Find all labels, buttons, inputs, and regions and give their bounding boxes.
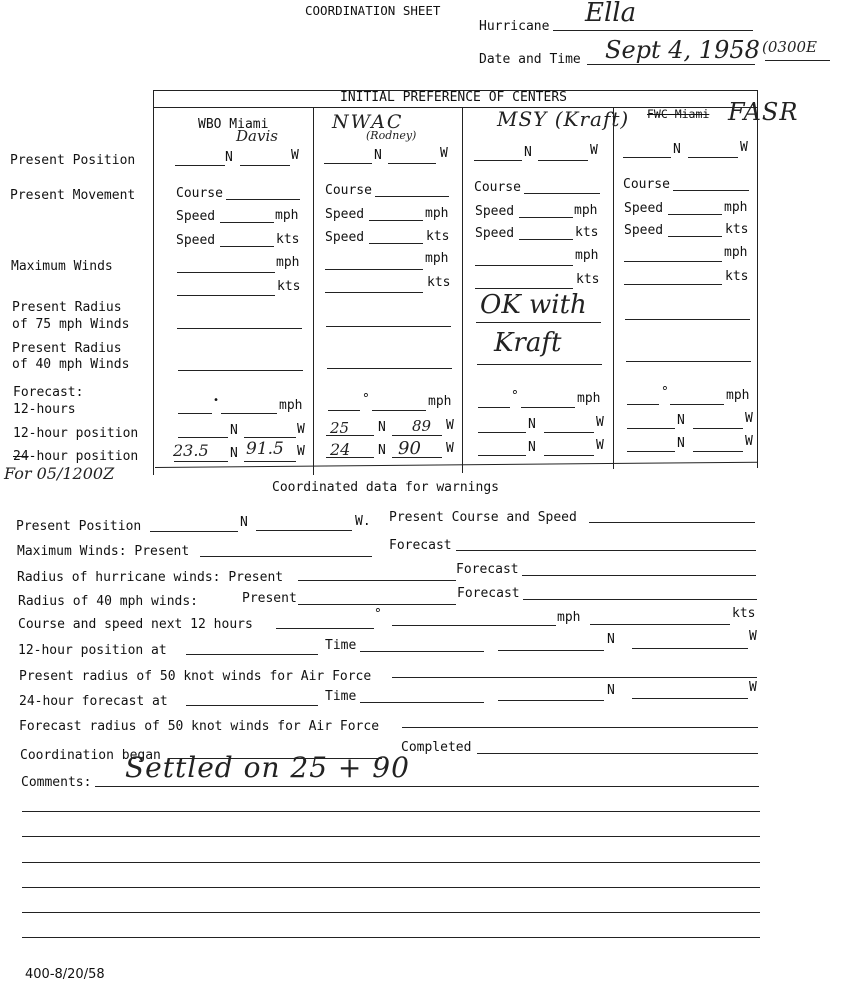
cd-rh-forecast: Forecast (456, 562, 519, 577)
cd-present-course-speed: Present Course and Speed (389, 510, 577, 525)
c2-p24-n: N (378, 443, 386, 458)
c4-p24-lon (693, 451, 743, 452)
row-pos24: 24-hour position (13, 449, 139, 464)
cd-rh-line (298, 580, 456, 581)
c2-p24-lon-line (392, 457, 442, 458)
c3-fc-a (478, 407, 510, 408)
cd-pp-n: N (240, 515, 248, 530)
c4-speed1: Speed (624, 201, 664, 216)
c1-r40-line (178, 370, 303, 371)
c2-speed2: Speed (325, 230, 365, 245)
c2-maxw-mph: mph (425, 251, 449, 266)
c3-mph1: mph (574, 203, 598, 218)
center-handwritten-rodney: (Rodney) (366, 129, 417, 142)
cd-p12-lat-line (498, 650, 604, 651)
c1-course-line (226, 199, 300, 200)
cd-r40-present: Present (242, 591, 297, 606)
c3-p12-lon (544, 432, 594, 433)
row-present-movement: Present Movement (10, 188, 136, 203)
table-title: INITIAL PREFERENCE OF CENTERS (340, 90, 567, 105)
cd-radius50-af: Present radius of 50 knot winds for Air Force (19, 669, 372, 684)
cd-comments: Comments: (21, 775, 92, 790)
c3-maxw-mph: mph (575, 248, 599, 263)
cd-forecast24-at: 24-hour forecast at (19, 694, 168, 709)
table-col-0 (153, 90, 154, 475)
c4-p24-lat (627, 451, 675, 452)
row-radius75-b: of 75 mph Winds (12, 317, 130, 332)
cd-mw-forecast: Forecast (389, 538, 452, 553)
c3-radius-note-2: Kraft (494, 328, 562, 358)
c2-maxw-kts: kts (427, 275, 451, 290)
c4-kts1: kts (725, 222, 749, 237)
c3-p24-lat (478, 455, 526, 456)
c1-p12-w: W (297, 422, 305, 437)
c3-speed2: Speed (475, 226, 515, 241)
c2-speed1: Speed (325, 207, 365, 222)
c2-p24-lat: 24 (330, 440, 351, 459)
c1-p24-n: N (230, 446, 238, 461)
cd-f24-at-line (186, 705, 318, 706)
c4-speed2: Speed (624, 223, 664, 238)
comment-line-6 (22, 912, 760, 913)
datetime-label: Date and Time (479, 52, 581, 67)
cd-f24-n: N (607, 683, 615, 698)
c1-p24-w: W (297, 444, 305, 459)
comment-line-5 (22, 887, 760, 888)
cd-mw-line (200, 556, 372, 557)
datetime-line (587, 64, 755, 65)
for-note: For 05/1200Z (4, 464, 115, 483)
c2-p12-w: W (446, 418, 454, 433)
c2-p12-n: N (378, 420, 386, 435)
c4-maxw-kts-line (624, 284, 722, 285)
row-forecast-b: 12-hours (13, 402, 76, 417)
c3-pos-w: W (590, 143, 598, 158)
cd-p12-at-line (186, 654, 318, 655)
c4-course: Course (623, 177, 670, 192)
c2-p12-lat: 25 (330, 419, 350, 437)
comment-line-3 (22, 836, 760, 837)
c2-course: Course (325, 183, 372, 198)
c3-speed1-line (519, 217, 573, 218)
c3-fc-deg: ° (511, 389, 519, 404)
c1-pos-w: W (291, 148, 299, 163)
row-maximum-winds: Maximum Winds (11, 259, 113, 274)
table-bottom (155, 462, 758, 468)
c1-pos-lon (240, 165, 290, 166)
c4-p24-w: W (745, 434, 753, 449)
c2-kts1: kts (426, 229, 450, 244)
c2-pos-w: W (440, 146, 448, 161)
c1-mph1: mph (275, 208, 299, 223)
c1-speed1-line (220, 222, 274, 223)
row-pos12: 12-hour position (13, 426, 139, 441)
cd-r50af-line (392, 677, 757, 678)
coordinated-title: Coordinated data for warnings (272, 480, 499, 495)
c1-p24-lat-line (174, 461, 228, 462)
cd-p12-time-line (360, 651, 484, 652)
c4-fc-a (627, 404, 659, 405)
cd-completed-line (477, 753, 758, 754)
c2-pos-n: N (374, 148, 382, 163)
c3-speed1: Speed (475, 204, 515, 219)
c4-maxw-mph: mph (724, 245, 748, 260)
comment-line-1 (95, 786, 759, 787)
c3-pos-lat (474, 160, 522, 161)
cd-course-speed-12: Course and speed next 12 hours (18, 617, 253, 632)
c2-course-line (375, 196, 449, 197)
c1-p12-lat (178, 437, 228, 438)
c3-p12-n: N (528, 417, 536, 432)
c2-p12-lon-line (392, 435, 442, 436)
c4-r75-line (625, 319, 750, 320)
c3-maxw-mph-line (475, 265, 573, 266)
row-present-position: Present Position (10, 153, 136, 168)
comment-line-2 (22, 811, 760, 812)
c4-fc-b (670, 404, 724, 405)
datetime-value: Sept 4, 1958 (605, 36, 760, 64)
c1-p12-lon (244, 437, 296, 438)
cd-f24-lon-line (632, 698, 748, 699)
c3-kts1: kts (575, 225, 599, 240)
c1-maxw-kts: kts (277, 279, 301, 294)
c4-p12-lon (693, 428, 743, 429)
center-handwritten-msy: MSY (Kraft) (497, 107, 630, 131)
c4-speed1-line (668, 214, 722, 215)
cd-p12-lon-line (632, 648, 748, 649)
c3-course-line (524, 193, 600, 194)
c1-p24-lon: 91.5 (246, 439, 284, 459)
cd-pp-lon (256, 530, 352, 531)
c4-course-line (673, 190, 749, 191)
cd-cs12-b (392, 625, 556, 626)
c2-p24-w: W (446, 441, 454, 456)
c2-mph1: mph (425, 206, 449, 221)
c3-course: Course (474, 180, 521, 195)
c2-r75-line (326, 326, 451, 327)
c3-maxw-kts: kts (576, 272, 600, 287)
datetime-extra-line (765, 60, 830, 61)
c1-maxw-kts-line (177, 295, 275, 296)
c3-r40-line (477, 364, 602, 365)
c4-speed2-line (668, 236, 722, 237)
cd-f24-time: Time (325, 689, 357, 704)
c3-r75-line (476, 322, 601, 323)
c3-maxw-kts-line (475, 288, 573, 289)
center-header-fwc: FWC Miami (647, 107, 710, 121)
c2-speed2-line (369, 243, 423, 244)
c4-p12-w: W (745, 411, 753, 426)
cd-cs12-c (590, 624, 730, 625)
cd-comments-hw: Settled on 25 + 90 (125, 751, 410, 784)
cd-completed: Completed (401, 740, 472, 755)
center-handwritten-fasr: FASR (728, 98, 799, 126)
c4-fc-mph: mph (726, 388, 750, 403)
cd-r40f-line (523, 599, 757, 600)
footer-code: 400-8/20/58 (25, 967, 105, 982)
c2-fc-a (328, 410, 360, 411)
c2-p12-lon: 89 (412, 417, 432, 435)
c3-pos-lon (538, 160, 588, 161)
c1-course: Course (176, 186, 223, 201)
cd-cs12-deg: ° (374, 607, 382, 622)
comment-line-7 (22, 937, 760, 938)
c2-speed1-line (369, 220, 423, 221)
hurricane-label: Hurricane (479, 19, 550, 34)
c3-p12-lat (478, 432, 526, 433)
c4-fc-deg: ° (661, 385, 669, 400)
row-radius40-a: Present Radius (12, 341, 122, 356)
c1-pos-lat (175, 165, 225, 166)
row-radius40-b: of 40 mph Winds (12, 357, 130, 372)
c2-pos-lat (324, 163, 372, 164)
c3-p24-n: N (528, 440, 536, 455)
c1-pos-n: N (225, 150, 233, 165)
cd-radius40: Radius of 40 mph winds: (18, 594, 199, 609)
c4-pos-lat (623, 157, 671, 158)
cd-r40-line (298, 604, 456, 605)
c2-p24-lat-line (326, 457, 374, 458)
c4-maxw-mph-line (624, 261, 722, 262)
cd-max-winds: Maximum Winds: Present (17, 544, 190, 559)
c2-fc-deg: ° (362, 392, 370, 407)
cd-f24-time-line (360, 702, 484, 703)
center-header-wbo: WBO Miami (198, 117, 269, 132)
cd-pos12-at: 12-hour position at (18, 643, 167, 658)
c3-fc-b (521, 407, 575, 408)
cd-coordination-began: Coordination began (20, 748, 161, 763)
cd-p12-n: N (607, 632, 615, 647)
cd-cs12-mph: mph (557, 610, 581, 625)
c4-mph1: mph (724, 200, 748, 215)
c4-r40-line (626, 361, 751, 362)
row-radius75-a: Present Radius (12, 300, 122, 315)
c4-p12-n: N (677, 413, 685, 428)
c4-pos-lon (688, 157, 738, 158)
c4-maxw-kts: kts (725, 269, 749, 284)
cd-rhf-line (522, 575, 756, 576)
cd-pp-w: W. (355, 514, 371, 529)
cd-r40-forecast: Forecast (457, 586, 520, 601)
c3-p12-w: W (596, 415, 604, 430)
cd-f24-lat-line (498, 700, 604, 701)
center-handwritten-davis: Davis (236, 127, 278, 145)
table-col-3 (613, 107, 614, 469)
row-forecast-a: Forecast: (13, 385, 84, 400)
c1-speed1: Speed (176, 209, 216, 224)
form-title: COORDINATION SHEET (305, 3, 441, 18)
cd-pcs-line (589, 522, 755, 523)
c1-p24-lat: 23.5 (173, 441, 209, 460)
c1-fc-mph: mph (279, 398, 303, 413)
c1-fc-b (221, 413, 277, 414)
c1-p24-lon-line (244, 461, 296, 462)
c1-maxw-mph: mph (276, 255, 300, 270)
table-col-1 (313, 107, 314, 475)
c2-r40-line (327, 368, 452, 369)
cd-f24-w: W (749, 680, 757, 695)
cd-pp-lat (150, 531, 238, 532)
c1-p12-n: N (230, 423, 238, 438)
c4-pos-w: W (740, 140, 748, 155)
c4-p12-lat (627, 428, 675, 429)
c3-pos-n: N (524, 145, 532, 160)
c3-p24-lon (544, 455, 594, 456)
comment-line-4 (22, 862, 760, 863)
c1-speed2-line (220, 246, 274, 247)
c4-p24-n: N (677, 436, 685, 451)
cd-mwf-line (456, 550, 756, 551)
datetime-extra: (0300E (762, 38, 817, 56)
c2-p12-lat-line (326, 435, 374, 436)
table-col-4 (757, 90, 758, 468)
c2-fc-b (372, 410, 426, 411)
cd-present-position: Present Position (16, 519, 142, 534)
c1-fc-dot: • (213, 395, 220, 406)
cd-forecast-radius50-af: Forecast radius of 50 knot winds for Air Force (19, 719, 380, 734)
c1-fc-a (178, 413, 212, 414)
c1-speed2: Speed (176, 233, 216, 248)
cd-cs12-a (276, 628, 374, 629)
hurricane-value: Ella (585, 0, 637, 28)
c2-p24-lon: 90 (398, 438, 421, 459)
c2-fc-mph: mph (428, 394, 452, 409)
cd-radius-hurricane: Radius of hurricane winds: Present (17, 570, 284, 585)
c3-p24-w: W (596, 438, 604, 453)
cd-p12-time: Time (325, 638, 357, 653)
c3-fc-mph: mph (577, 391, 601, 406)
c2-maxw-mph-line (325, 269, 423, 270)
c2-pos-lon (388, 163, 436, 164)
center-handwritten-nwac: NWAC (332, 111, 404, 133)
table-col-2 (462, 107, 463, 473)
c3-speed2-line (519, 239, 573, 240)
c2-maxw-kts-line (325, 292, 423, 293)
hurricane-line (553, 30, 753, 31)
c3-radius-note-1: OK with (480, 290, 587, 320)
c1-maxw-mph-line (177, 272, 275, 273)
cd-p12-w: W (749, 629, 757, 644)
c1-kts1: kts (276, 232, 300, 247)
c4-pos-n: N (673, 142, 681, 157)
c1-r75-line (177, 328, 302, 329)
cd-cs12-kts: kts (732, 606, 756, 621)
cd-fr50af-line (402, 727, 758, 728)
